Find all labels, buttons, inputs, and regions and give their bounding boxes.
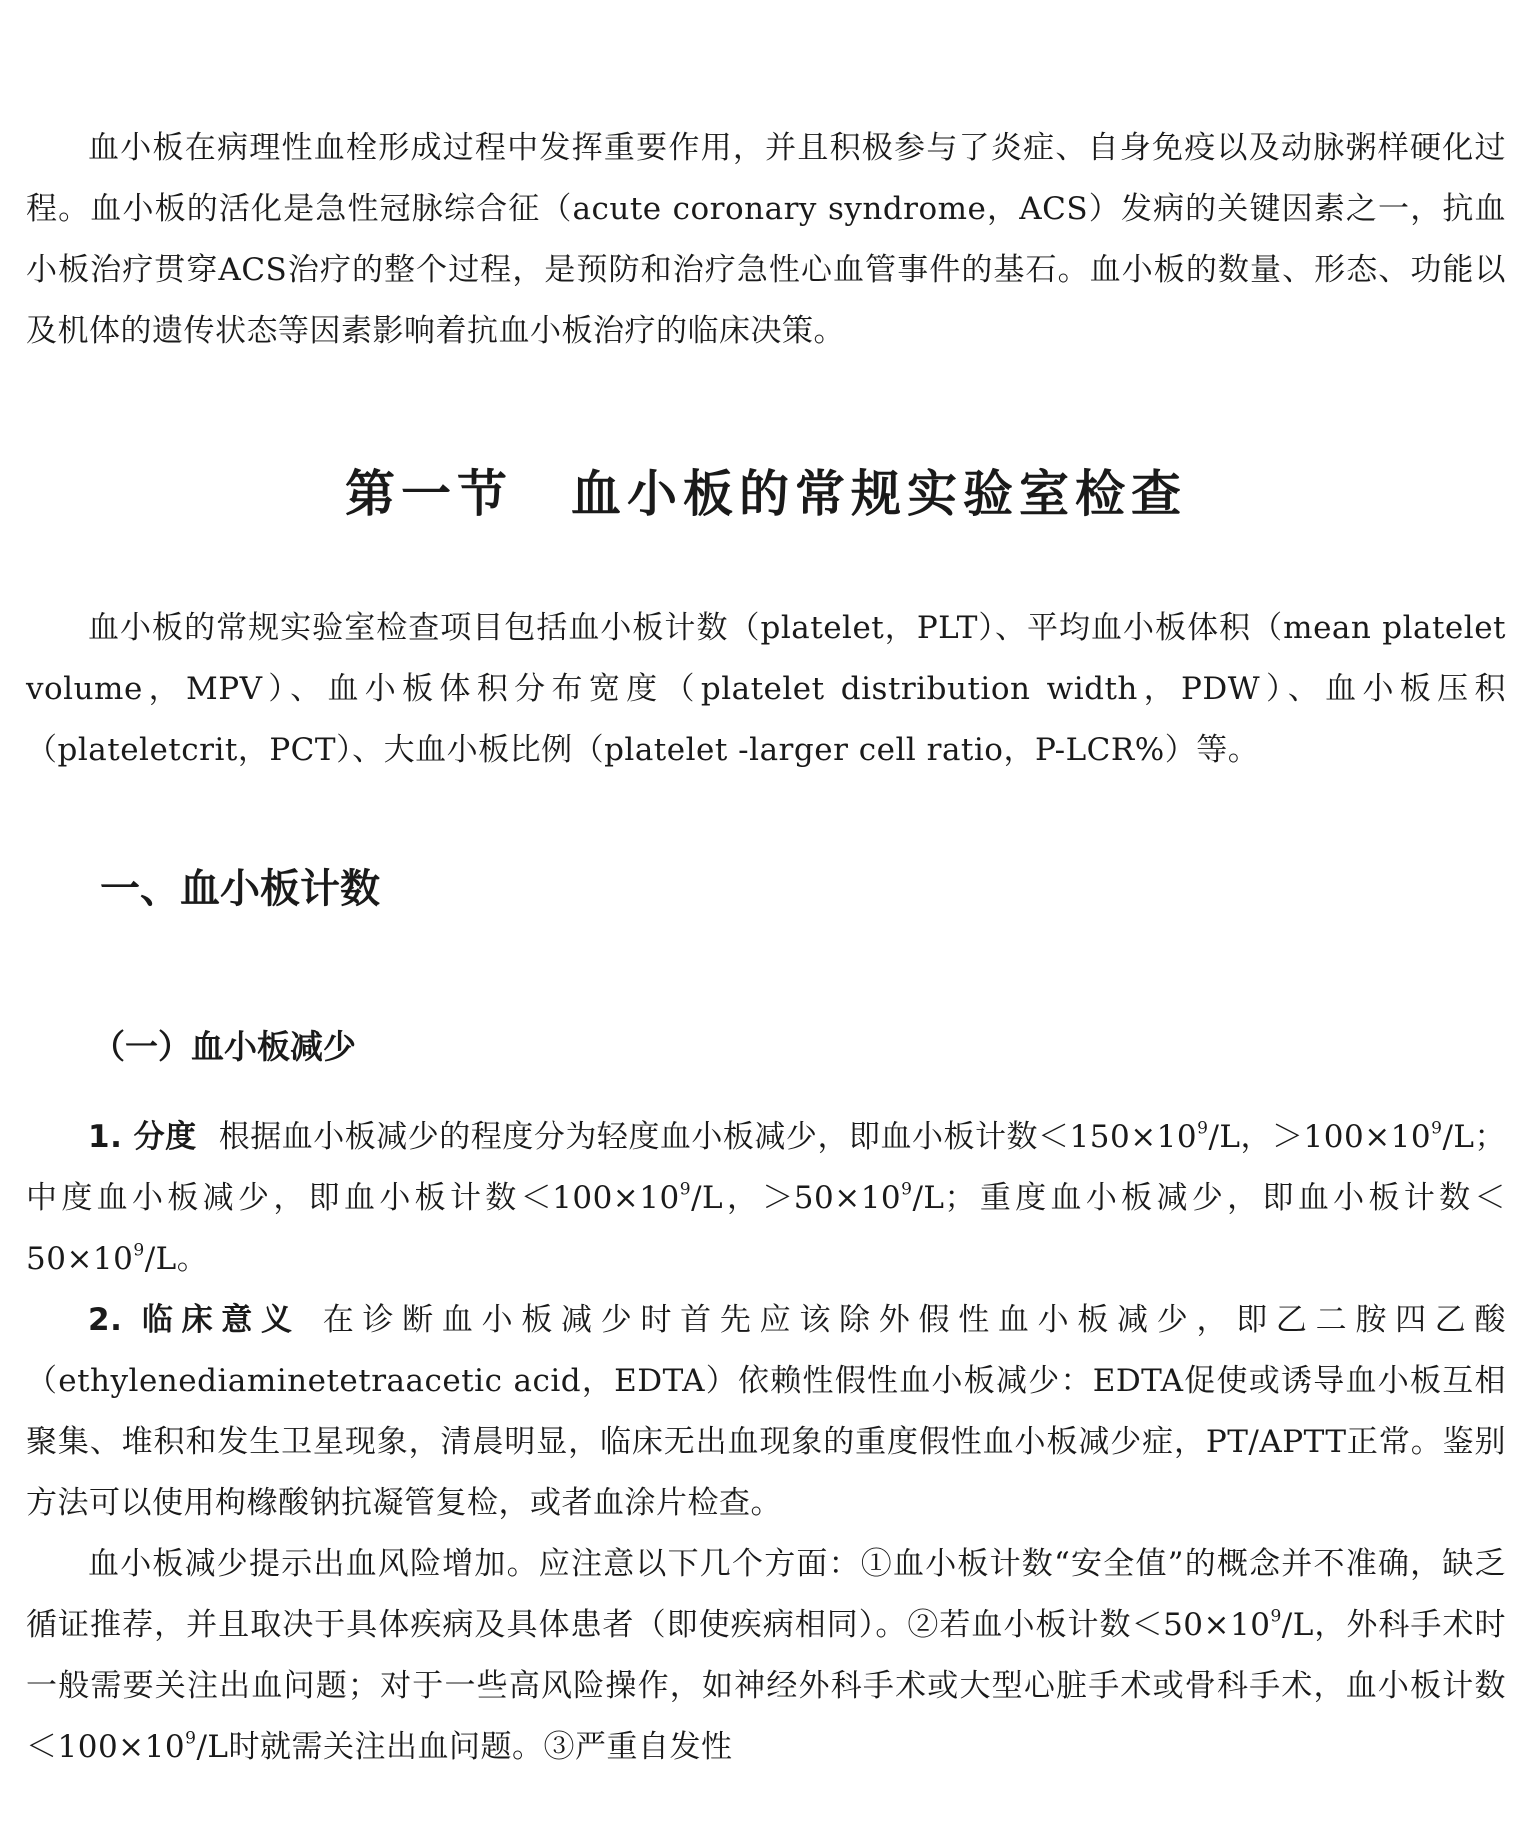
section-title: 血小板的常规实验室检查 bbox=[571, 464, 1187, 523]
grading-heading: 1. 分度 bbox=[88, 1119, 197, 1155]
subsubsection-heading: （一）血小板减少 bbox=[92, 1027, 356, 1066]
subsection-heading: 一、血小板计数 bbox=[100, 866, 380, 912]
section-number: 第一节 bbox=[345, 464, 513, 523]
bleeding-risk-paragraph: 血小板减少提示出血风险增加。应注意以下几个方面：①血小板计数“安全值”的概念并不准确，缺乏循证推荐，并且取决于具体疾病及具体患者（即使疾病相同）。②若血小板计数$<50\times 10^9/L$，外科手术时一般需要关注出血问题；对于一些高风险操作，如神经外科手术或大型心脏手术或骨科手术，血小板计数$<100\times 10^9/L$时就需关注出血问题。③严重自发性 bbox=[26, 1546, 1506, 1765]
clinical-significance-paragraph: 2. 临床意义 在诊断血小板减少时首先应该除外假性血小板减少，即乙二胺四乙酸（ethylenediaminetetraacetic acid，EDTA）依赖性假性血小板减少：EDTA促使或诱导血小板互相聚集、堆积和发生卫星现象，清晨明显，临床无出血现象的重度假性血小板减少症，PT/APTT正常。鉴别方法可以使用枸橼酸钠抗凝管复检，或者血涂片检查。 bbox=[26, 1302, 1507, 1521]
clinical-significance-heading: 2. 临床意义 bbox=[88, 1302, 301, 1338]
section-intro-paragraph: 血小板的常规实验室检查项目包括血小板计数（platelet，PLT）、平均血小板体积（mean platelet volume，MPV）、血小板体积分布宽度（platelet distribution width，PDW）、血小板压积（plateletcrit，PCT）、大血小板比例（platelet -larger cell ratio，P-LCR%）等。 bbox=[26, 610, 1506, 768]
grading-paragraph: 1. 分度 根据血小板减少的程度分为轻度血小板减少，即血小板计数$<150\times 10^9/L$，$>100\times 10^9/L$；中度血小板减少，即血小板计数$<100\times 10^9/L$，$>50\times 10^9/L$；重度血小板减少，即血小板计数$<50\times 10^9/L$。 bbox=[26, 1118, 1507, 1277]
intro-paragraph: 血小板在病理性血栓形成过程中发挥重要作用，并且积极参与了炎症、自身免疫以及动脉粥样硬化过程。血小板的活化是急性冠脉综合征（acute coronary syndrome，ACS）发病的关键因素之一，抗血小板治疗贯穿ACS治疗的整个过程，是预防和治疗急性心血管事件的基石。血小板的数量、形态、功能以及机体的遗传状态等因素影响着抗血小板治疗的临床决策。 bbox=[26, 130, 1506, 349]
section-heading bbox=[26, 454, 1506, 534]
